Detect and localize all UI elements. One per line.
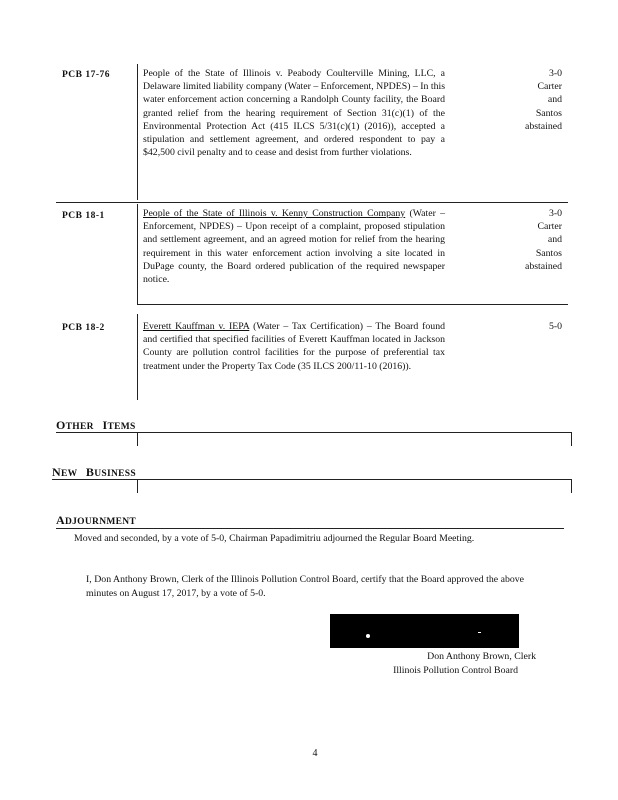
vote-cell <box>500 207 562 273</box>
case-text: (Water – Tax Certification) – The Board found and certified that specified facilities of Everett Kauffman located in Jackson County are pollution control facilities for the purpose of preferential tax treatment under the Property Tax Code (35 ILCS 200/11-10 (2016)). <box>143 321 446 372</box>
case-number: PCB 18-2 <box>62 323 105 333</box>
case-number: PCB 17-76 <box>62 70 111 80</box>
adjournment-text: Moved and seconded, by a vote of 5-0, Chairman Papadimitriu adjourned the Regular Board Meeting. <box>74 533 475 544</box>
case-title: People of the State of Illinois v. Kenny Construction Company <box>143 208 406 219</box>
section-rule <box>56 528 564 529</box>
case-text: LLC, a Delaware limited liability company (Water – Enforcement, NPDES) – In this water enforcement action concerning a Randolph County facility, the Board granted relief from the hearing requirement of Section 31(c)(1) of the Environmental Protection Act (415 ILCS 5/31(c)(1) (2016)), accepted a stipulation and settlement agreement, and ordered respondent to pay a $42,500 civil penalty and to cease and desist from further violations. <box>143 68 446 159</box>
abstained-label: abstained <box>525 260 562 272</box>
certification-text: I, Don Anthony Brown, Clerk of the Illinois Pollution Control Board, certify that the Board approved the above minutes on August 17, 2017, by a vote of 5-0. <box>86 574 524 599</box>
case-description <box>143 67 445 159</box>
abstained-label: abstained <box>525 120 562 132</box>
case-description <box>143 320 445 373</box>
row-divider <box>56 202 568 203</box>
vote-count: 3-0 <box>548 208 562 219</box>
redacted-signature <box>330 614 519 648</box>
conjunction: and <box>547 234 562 246</box>
page-number: 4 <box>312 748 318 759</box>
signature-name: Don Anthony Brown, Clerk <box>427 651 536 662</box>
vote-count: 5-0 <box>548 321 562 332</box>
abstain-member: Santos <box>535 247 562 259</box>
vote-count: 3-0 <box>548 68 562 79</box>
abstain-member: Carter <box>537 221 562 233</box>
column-divider <box>137 479 138 493</box>
row-divider <box>137 304 568 305</box>
case-number: PCB 18-1 <box>62 211 105 221</box>
vote-cell <box>500 320 562 333</box>
signature-org: Illinois Pollution Control Board <box>393 665 518 676</box>
case-title: People of the State of Illinois v. Peabody Coulterville Mining, <box>143 68 410 79</box>
column-divider <box>571 432 572 446</box>
vote-cell <box>500 67 562 133</box>
section-rule <box>56 432 572 433</box>
section-heading-other-items: OTHER ITEMS <box>56 418 136 432</box>
case-text: (Water – Enforcement, NPDES) – Upon receipt of a complaint, proposed stipulation and settlement agreement, and an agreed motion for relief from the hearing requirement in this water enforcement action involving a site located in DuPage county, the Board ordered publication of the required newspaper notice. <box>143 208 445 286</box>
column-divider <box>137 432 138 446</box>
column-divider <box>137 314 138 400</box>
section-rule <box>52 479 572 480</box>
column-divider <box>137 64 138 200</box>
section-heading-new-business: NEW BUSINESS <box>52 465 136 479</box>
case-title: Everett Kauffman v. IEPA <box>143 321 250 332</box>
section-heading-adjournment: ADJOURNMENT <box>56 513 137 527</box>
column-divider <box>137 204 138 304</box>
conjunction: and <box>547 94 562 106</box>
abstain-member: Carter <box>537 81 562 93</box>
case-description <box>143 207 445 286</box>
column-divider <box>571 479 572 493</box>
abstain-member: Santos <box>535 107 562 119</box>
